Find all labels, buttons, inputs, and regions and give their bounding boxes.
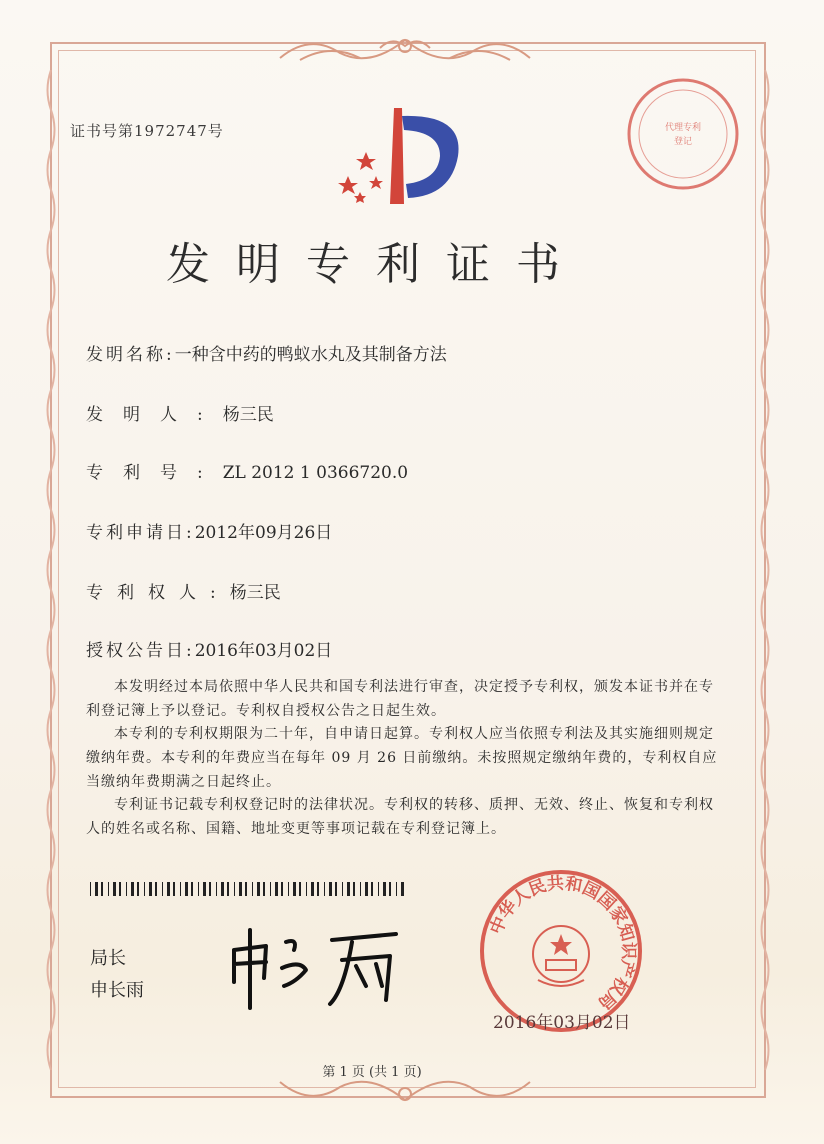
grant-date-label: 授权公告日: bbox=[86, 641, 195, 661]
inventor-row bbox=[86, 400, 274, 425]
filing-date-value: 2012年09月26日 bbox=[194, 523, 333, 543]
body-paragraph: 专利证书记载专利权登记时的法律状况。专利权的转移、质押、无效、终止、恢复和专利权人的姓名或名称、国籍、地址变更等事项记载在专利登记簿上。 bbox=[86, 797, 714, 837]
director-name: 申长雨 bbox=[90, 980, 144, 1001]
inventor-label: 发明人: bbox=[86, 405, 223, 425]
filing-date-label: 专利申请日: bbox=[86, 523, 195, 543]
patent-number-row bbox=[86, 458, 408, 483]
top-ornament bbox=[270, 28, 540, 68]
inventor-value: 杨三民 bbox=[222, 405, 274, 425]
certificate-title: 发明专利证书 bbox=[166, 239, 586, 290]
patentee-value: 杨三民 bbox=[229, 583, 281, 603]
handwritten-signature-icon bbox=[220, 920, 420, 1010]
patentee-row bbox=[86, 578, 281, 603]
invention-name-value: 一种含中药的鸭蚁水丸及其制备方法 bbox=[174, 345, 447, 365]
invention-name-row bbox=[86, 340, 447, 365]
grant-date-row bbox=[86, 636, 332, 661]
barcode bbox=[90, 882, 406, 896]
patentee-label: 专利权人: bbox=[86, 583, 230, 603]
certificate-number: 证书号第1972747号 bbox=[70, 122, 224, 140]
patent-number-value: ZL 2012 1 0366720.0 bbox=[222, 463, 409, 483]
svg-text:登记: 登记 bbox=[673, 137, 693, 147]
grant-date-value: 2016年03月02日 bbox=[194, 641, 333, 661]
body-paragraph: 本专利的专利权期限为二十年，自申请日起算。专利权人应当依照专利法及其实施细则规定缴纳年费。本专利的年费应当在每年 09 月 26 日前缴纳。未按照规定缴纳年费的，专利权自应当缴纳年费期满之日起终止。 bbox=[86, 726, 718, 790]
left-border-pattern bbox=[44, 70, 58, 1070]
filing-date-row bbox=[86, 518, 332, 543]
patent-number-label: 专利号: bbox=[86, 463, 223, 483]
seal-date: 2016年03月02日 bbox=[493, 1013, 631, 1033]
director-title: 局长 bbox=[90, 948, 126, 969]
svg-text:中华人民共和国国家知识产权局: 中华人民共和国国家知识产权局 bbox=[486, 873, 639, 1013]
svg-text:代理专利: 代理专利 bbox=[664, 123, 702, 133]
body-paragraph: 本发明经过本局依照中华人民共和国专利法进行审查，决定授予专利权，颁发本证书并在专利登记簿上予以登记。专利权自授权公告之日起生效。 bbox=[86, 679, 714, 719]
page-number: 第 1 页 (共 1 页) bbox=[322, 1065, 422, 1080]
agency-seal-icon bbox=[625, 76, 741, 192]
patent-office-emblem-icon bbox=[336, 104, 476, 208]
right-border-pattern bbox=[758, 70, 772, 1070]
invention-name-label: 发明名称: bbox=[86, 345, 175, 365]
